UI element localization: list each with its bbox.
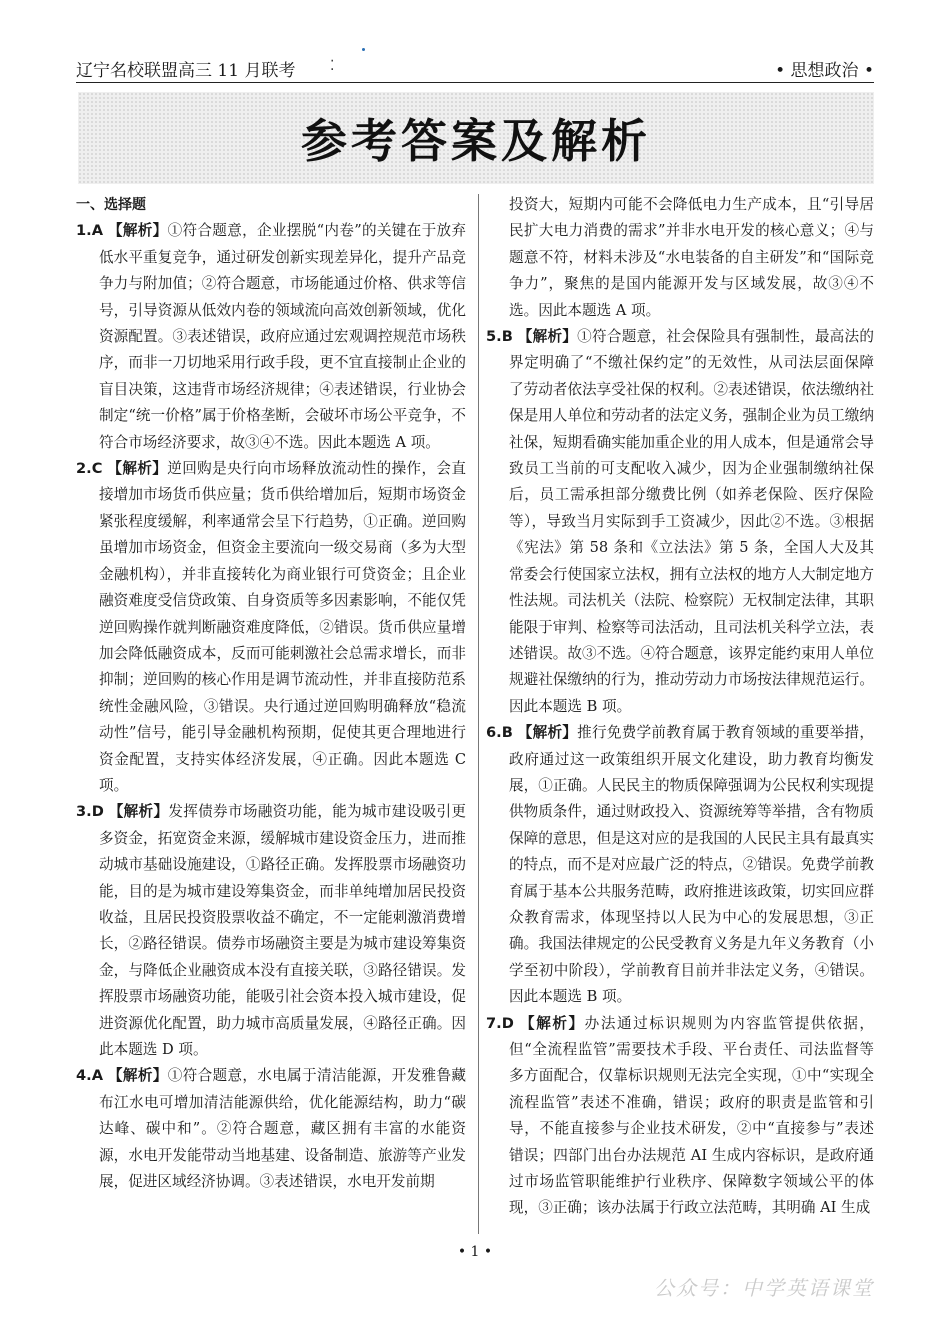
answer-text: 发挥债券市场融资功能，能为城市建设吸引更多资金，拓宽资金来源，缓解城市建设资金压力，进而推动城市基础设施建设，①路径正确。发挥股票市场融资功能，目的是为城市建设筹集资金，而非单纯增加居民投资收益，且居民投资股票收益不确定，不一定能刺激消费增长，②路径错误。债券市场融资主要是为城市建设筹集资金，与降低企业融资成本没有直接关联，③路径错误。发挥股票市场融资功能，能吸引社会资本投入城市建设，促进资源优化配置，助力城市高质量发展，④路径正确。因此本题选 D 项。 [99, 803, 466, 1058]
answer-number: 3.D [76, 803, 104, 821]
answer-item [76, 1063, 466, 1195]
analysis-tag: 【解析】 [107, 222, 168, 240]
left-column [76, 192, 466, 1237]
title-banner [78, 92, 874, 184]
analysis-tag: 【解析】 [108, 803, 169, 821]
column-divider [478, 194, 479, 1234]
header-exam-title: 辽宁名校联盟高三 11 月联考 [76, 61, 296, 81]
answer-item [76, 799, 466, 1063]
page-title: 参考答案及解析 [301, 114, 651, 168]
page-header [76, 52, 874, 83]
answer-number: 4.A [76, 1067, 103, 1085]
answer-text: 推行免费学前教育属于教育领域的重要举措，政府通过这一政策组织开展文化建设，助力教育均衡发展，①正确。人民民主的物质保障强调为公民权利实现提供物质条件，通过财政投入、资源统筹等举措，含有物质保障的意思，但是这对应的是我国的人民民主具有最真实的特点，而不是对应最广泛的特点，②错误。免费学前教育属于基本公共服务范畴，政府推进该政策，切实回应群众教育需求，体现坚持以人民为中心的发展思想，③正确。我国法律规定的公民受教育义务是九年义务教育（小学至初中阶段），学前教育目前并非法定义务，④错误。因此本题选 B 项。 [509, 724, 874, 1006]
answer-number: 1.A [76, 222, 103, 240]
answer-text: ①符合题意，企业摆脱“内卷”的关键在于放弃低水平重复竞争，通过研发创新实现差异化，提升产品竞争力与附加值；②符合题意，市场能通过价格、供求等信号，引导资源从低效内卷的领域流向高效创新领域，优化资源配置。③表述错误，政府应通过宏观调控规范市场秩序，而非一刀切地采用行政手段，更不宜直接制止企业的盲目决策，这违背市场经济规律；④表述错误，行业协会制定“统一价格”属于价格垄断，会破坏市场公平竞争，不符合市场经济要求，故③④不选。因此本题选 A 项。 [99, 222, 466, 451]
header-mark: ⁚ [330, 58, 335, 74]
analysis-tag: 【解析】 [107, 460, 168, 478]
section-title: 一、选择题 [76, 197, 146, 213]
answer-text: 逆回购是央行向市场释放流动性的操作，会直接增加市场货币供应量；货币供给增加后，短期市场资金紧张程度缓解，利率通常会呈下行趋势，①正确。逆回购虽增加市场资金，但资金主要流向一级交易商（多为大型金融机构），并非直接转化为商业银行可贷资金；且企业融资难度受信贷政策、自身资质等多因素影响，不能仅凭逆回购操作就判断融资难度降低，②错误。货币供应量增加会降低融资成本，反而可能刺激社会总需求增长，而非抑制；逆回购的核心作用是调节流动性，并非直接防范系统性金融风险，③错误。央行通过逆回购明确释放“稳流动性”信号，能引导金融机构预期，促使其更合理地进行资金配置，支持实体经济发展，④正确。因此本题选 C 项。 [99, 460, 466, 794]
analysis-tag: 【解析】 [520, 1014, 585, 1032]
page-number: • 1 • [457, 1244, 493, 1260]
analysis-tag: 【解析】 [107, 1067, 168, 1085]
answer-number: 6.B [486, 724, 513, 742]
answer-item [486, 1011, 874, 1222]
answer-text: ①符合题意，社会保险具有强制性，最高法的界定明确了“不缴社保约定”的无效性，从司法层面保障了劳动者依法享受社保的权利。②表述错误，依法缴纳社保是用人单位和劳动者的法定义务，强制企业为员工缴纳社保，短期看确实能加重企业的用人成本，但是通常会导致员工当前的可支配收入减少，因为企业强制缴纳社保后，员工需承担部分缴费比例（如养老保险、医疗保险等），导致当月实际到手工资减少，因此②不选。③根据《宪法》第 58 条和《立法法》第 5 条，全国人大及其常委会行使国家立法权，拥有立法权的地方人大制定地方性法规。司法机关（法院、检察院）无权制定法律，其职能限于审判、检察等司法活动，且司法机关科学立法，表述错误。故③不选。④符合题意，该界定能约束用人单位规避社保缴纳的行为，推动劳动力市场按法律规范运行。因此本题选 B 项。 [509, 328, 874, 715]
answer-number: 7.D [486, 1014, 514, 1032]
answer-text: ①符合题意，水电属于清洁能源，开发雅鲁藏布江水电可增加清洁能源供给，优化能源结构，助力“碳达峰、碳中和”。②符合题意，藏区拥有丰富的水能资源，水电开发能带动当地基建、设备制造、旅游等产业发展，促进区域经济协调。③表述错误，水电开发前期 [99, 1067, 466, 1191]
answer-number: 5.B [486, 328, 513, 346]
decorative-dot [362, 48, 365, 51]
answer-item [76, 218, 466, 456]
right-column [486, 192, 874, 1237]
answer-item [486, 720, 874, 1010]
answer-text: 办法通过标识规则为内容监管提供依据，但“全流程监管”需要技术手段、平台责任、司法监督等多方面配合，仅靠标识规则无法完全实现，①中“实现全流程监管”表述不准确，错误；政府的职责是监管和引导，不能直接参与企业技术研发，②中“直接参与”表述错误；四部门出台办法规范 AI 生成内容标识，是政府通过市场监管职能维护行业秩序、保障数字领域公平的体现，③正确；该办法属于行政立法范畴，其明确 AI 生成 [509, 1014, 874, 1217]
answer-item [76, 456, 466, 799]
answer-item-continued [486, 192, 874, 324]
watermark: 公众号：中学英语课堂 [654, 1276, 874, 1300]
analysis-tag: 【解析】 [517, 724, 578, 742]
answer-item [486, 324, 874, 720]
answer-text: 投资大，短期内可能不会降低电力生产成本，且“引导居民扩大电力消费的需求”并非水电开发的核心意义；④与题意不符，材料未涉及“水电装备的自主研发”和“国际竞争力”，聚焦的是国内能源开发与区域发展，故③④不选。因此本题选 A 项。 [509, 196, 874, 319]
header-subject: • 思想政治 • [775, 61, 874, 81]
analysis-tag: 【解析】 [517, 328, 578, 346]
answer-number: 2.C [76, 460, 103, 478]
